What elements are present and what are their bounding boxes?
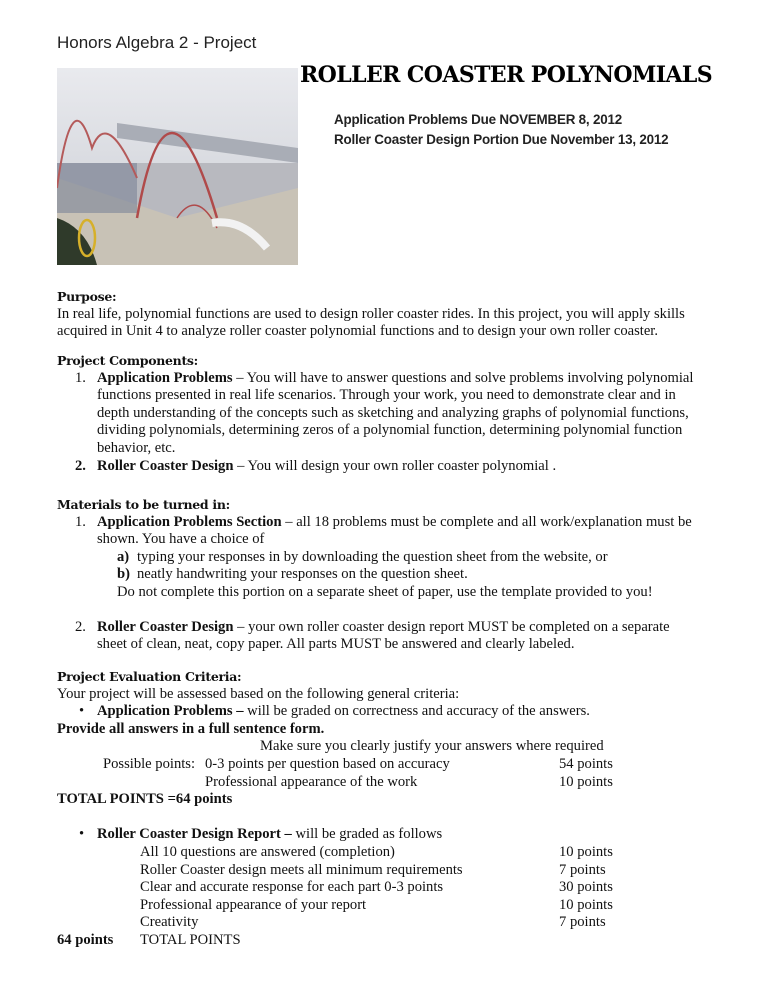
- sub-item: b) neatly handwriting your responses on the question sheet.: [117, 566, 468, 583]
- roller-coaster-photo: [57, 68, 298, 265]
- due-date-application: Application Problems Due NOVEMBER 8, 2012: [334, 112, 622, 127]
- points-row: Clear and accurate response for each part 0-3 points 30 points: [140, 879, 613, 896]
- materials-section: [57, 496, 697, 654]
- evaluation-section: Project Evaluation Criteria: Your project will be assessed based on the following general criteria: • Application Problems – will be graded on correctness and accuracy of the answers. Provide all answers in a full sentence form. Make sure you clearly justify your answers where required Possible points: 0-3 points per question based on accuracy 54 points Professional appearance of the work 10 points TOTAL POINTS =64 points • Roller Coaster Design Report – will be graded as follows All 10 questions are answered (completion) 10 points Roller Coaster design meets all minimum requirements 7 points Clear and accurate response for each part 0-3 points 30 points Professional appearance of your report 10 points Creativity 7 points TOTAL POINTS 64 points: [57, 668, 737, 950]
- purpose-heading: Purpose:: [57, 289, 117, 304]
- bullet-item: • Application Problems – will be graded on correctness and accuracy of the answers.: [79, 703, 590, 720]
- sub-item: a) typing your responses in by downloading the question sheet from the website, or: [117, 548, 608, 565]
- components-heading: Project Components:: [57, 353, 198, 368]
- bullet-item: • Roller Coaster Design Report – will be graded as follows: [79, 826, 443, 843]
- emphasis-note: Provide all answers in a full sentence form.: [57, 720, 325, 737]
- purpose-line: acquired in Unit 4 to analyze roller coaster polynomial functions and to design your own roller coaster.: [57, 323, 659, 340]
- list-item: 1. Application Problems – You will have to answer questions and solve problems involving polynomial functions presented in real life scenarios. Through your work, you need to demonstrate clear and in depth understanding of the concepts such as sketching and analyzing graphs of polynomial functions, dividing polynomials, determining zeros of a polynomial function, determining polynomial function behavior, etc.: [75, 369, 694, 456]
- list-item: 2. Roller Coaster Design – your own roller coaster design report MUST be completed on a separate sheet of clean, neat, copy paper. All parts MUST be answered and clearly labeled.: [75, 618, 670, 653]
- evaluation-intro: Your project will be assessed based on the following general criteria:: [57, 685, 460, 702]
- document-title: ROLLER COASTER POLYNOMIALS: [300, 62, 713, 88]
- components-section: [57, 352, 697, 475]
- materials-note: Do not complete this portion on a separate sheet of paper, use the template provided to you!: [117, 583, 653, 600]
- evaluation-heading: Project Evaluation Criteria:: [57, 669, 242, 684]
- points-row: Creativity 7 points: [140, 914, 606, 931]
- materials-heading: Materials to be turned in:: [57, 497, 230, 512]
- purpose-line: In real life, polynomial functions are used to design roller coaster rides. In this project, you will apply skills: [57, 305, 685, 322]
- points-row: All 10 questions are answered (completion) 10 points: [140, 843, 613, 860]
- list-item: 2. Roller Coaster Design – You will design your own roller coaster polynomial .: [75, 457, 557, 474]
- due-date-design: Roller Coaster Design Portion Due November 13, 2012: [334, 132, 669, 147]
- list-item: 1. Application Problems Section – all 18 problems must be complete and all work/explanation must be shown. You have a choice of: [75, 513, 692, 548]
- purpose-section: [57, 288, 737, 341]
- points-row: TOTAL POINTS 64 points: [57, 931, 241, 948]
- course-header: Honors Algebra 2 - Project: [57, 33, 257, 52]
- points-row: Roller Coaster design meets all minimum requirements 7 points: [140, 861, 606, 878]
- note: Make sure you clearly justify your answers where required: [260, 738, 604, 755]
- points-row: Professional appearance of your report 10 points: [140, 896, 613, 913]
